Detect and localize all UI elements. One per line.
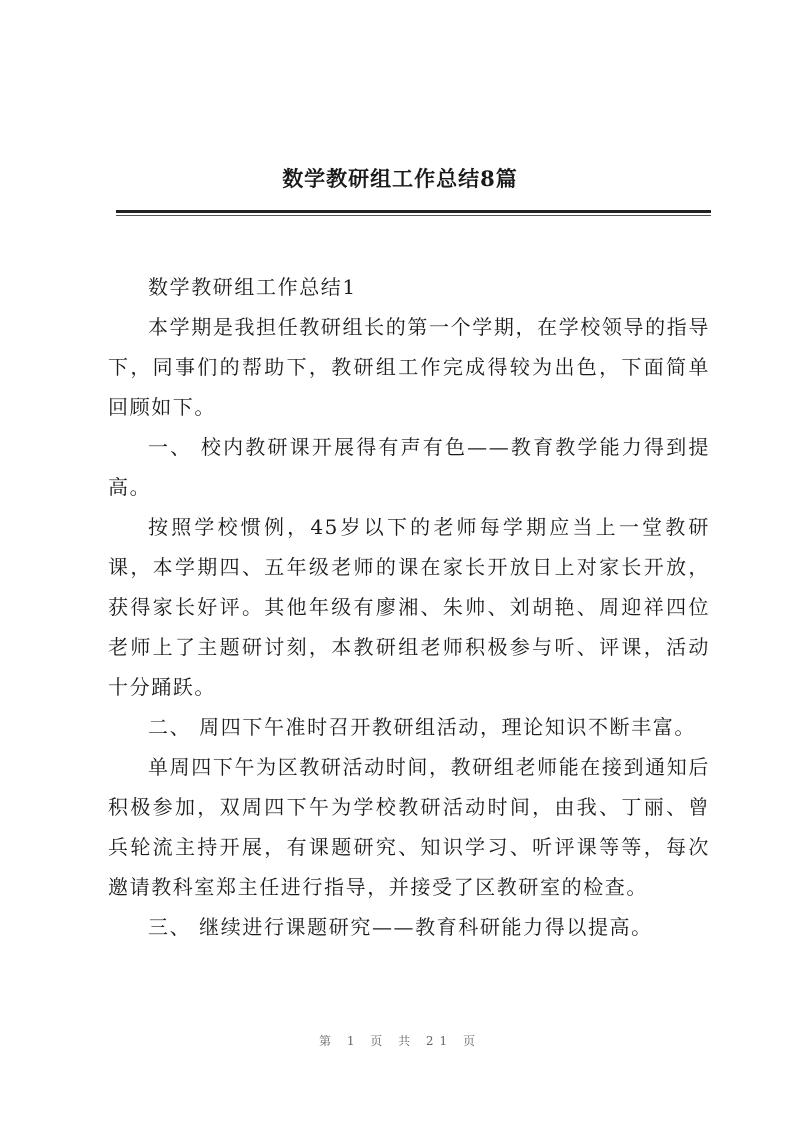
subheading: 一、 校内教研课开展得有声有色——教育教学能力得到提高。 <box>108 435 710 499</box>
paragraph: 本学期是我担任教研组长的第一个学期，在学校领导的指导下，同事们的帮助下，教研组工作完成得较为出色，下面简单回顾如下。 <box>108 315 710 419</box>
subheading: 三、 继续进行课题研究——教育科研能力得以提高。 <box>148 915 653 939</box>
document-title: 数学教研组工作总结8篇 <box>282 166 518 191</box>
document-body <box>108 267 710 947</box>
paragraph: 按照学校惯例，45岁以下的老师每学期应当上一堂教研课，本学期四、五年级老师的课在家长开放日上对家长开放，获得家长好评。其他年级有廖湘、朱帅、刘胡艳、周迎祥四位老师上了主题研讨刻，本教研组老师积极参与听、评课，活动十分踊跃。 <box>108 515 710 699</box>
title-underline <box>116 210 711 213</box>
title-underline-thin <box>116 215 711 216</box>
page-number-footer: 第 1 页 共 21 页 <box>319 1034 481 1048</box>
subheading: 二、 周四下午准时召开教研组活动，理论知识不断丰富。 <box>148 715 696 739</box>
paragraph: 单周四下午为区教研活动时间，教研组老师能在接到通知后积极参加，双周四下午为学校教研活动时间，由我、丁丽、曾兵轮流主持开展，有课题研究、知识学习、听评课等等，每次邀请教科室郑主任进行指导，并接受了区教研室的检查。 <box>108 755 710 899</box>
section-heading: 数学教研组工作总结1 <box>148 275 357 299</box>
